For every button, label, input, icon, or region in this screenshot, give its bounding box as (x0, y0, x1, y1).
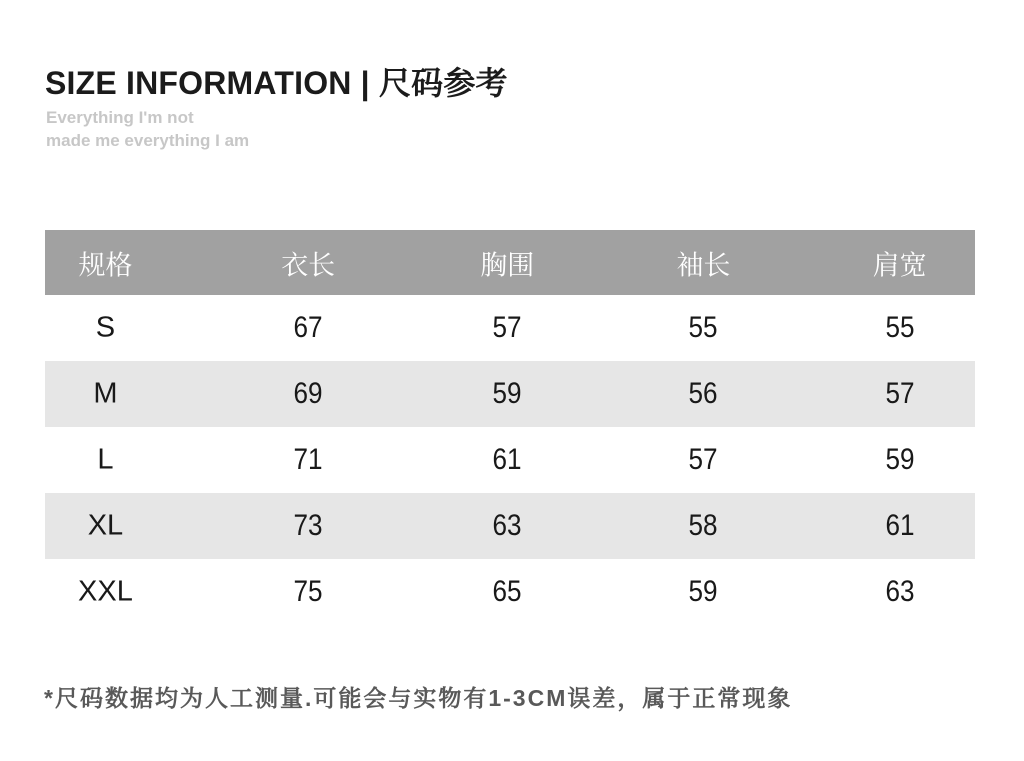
cell-value: 57 (492, 311, 522, 344)
col-header-shoulder-width: 肩宽 (872, 250, 927, 280)
size-row-xl (45, 493, 975, 559)
subtitle-line-2: made me everything I am (46, 131, 250, 150)
cell-size-label: XXL (78, 575, 133, 608)
cell-value: 65 (492, 575, 522, 608)
cell-size-label: L (97, 443, 114, 476)
cell-value: 73 (293, 509, 323, 542)
col-header-chest: 胸围 (480, 250, 535, 280)
cell-value: 57 (885, 377, 915, 410)
cell-value: 59 (885, 443, 915, 476)
cell-value: 63 (885, 575, 915, 608)
measurement-disclaimer: *尺码数据均为人工测量.可能会与实物有1-3CM误差，属于正常现象 (44, 685, 793, 711)
cell-size-label: M (93, 377, 118, 410)
col-header-sleeve-length: 袖长 (676, 250, 731, 280)
size-table (45, 230, 975, 625)
cell-value: 57 (688, 443, 718, 476)
size-row-xxl (45, 559, 975, 625)
cell-value: 59 (688, 575, 718, 608)
cell-value: 61 (885, 509, 915, 542)
cell-value: 75 (293, 575, 323, 608)
size-row-m (45, 361, 975, 427)
cell-size-label: XL (87, 509, 124, 542)
cell-value: 55 (688, 311, 718, 344)
subtitle-line-1: Everything I'm not (46, 108, 194, 127)
col-header-size-spec: 规格 (78, 250, 133, 280)
cell-value: 59 (492, 377, 522, 410)
cell-value: 61 (492, 443, 522, 476)
col-header-garment-length: 衣长 (281, 250, 336, 280)
cell-value: 69 (293, 377, 323, 410)
cell-value: 63 (492, 509, 522, 542)
cell-value: 67 (293, 311, 323, 344)
page-title: SIZE INFORMATION | 尺码参考 (45, 65, 508, 101)
page-subtitle (46, 106, 249, 152)
size-row-s (45, 295, 975, 361)
cell-value: 56 (688, 377, 718, 410)
size-row-l (45, 427, 975, 493)
cell-value: 71 (293, 443, 323, 476)
cell-value: 55 (885, 311, 915, 344)
cell-value: 58 (688, 509, 718, 542)
table-header-row (45, 230, 975, 295)
cell-size-label: S (95, 311, 116, 344)
